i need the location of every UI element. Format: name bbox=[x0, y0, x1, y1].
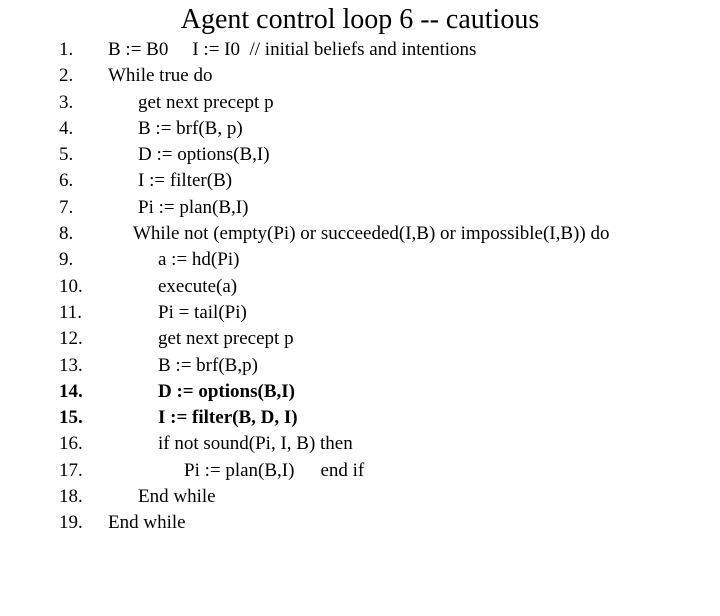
line-number: 2. bbox=[59, 65, 74, 87]
pseudocode-listing bbox=[0, 37, 720, 537]
line-number: 19. bbox=[59, 512, 83, 534]
line-text: While not (empty(Pi) or succeeded(I,B) or impossible(I,B)) do bbox=[133, 223, 610, 245]
line-text: D := options(B,I) bbox=[158, 380, 295, 402]
code-line bbox=[0, 431, 720, 457]
code-line bbox=[0, 300, 720, 326]
line-text-part: Pi := plan(B,I) bbox=[184, 459, 295, 481]
line-number: 15. bbox=[59, 407, 83, 429]
line-text: D := options(B,I) bbox=[138, 144, 270, 166]
line-text-part: end if bbox=[320, 459, 365, 481]
line-number: 10. bbox=[59, 275, 83, 297]
line-text: While true do bbox=[108, 65, 213, 87]
line-text-part: B := B0 bbox=[108, 39, 169, 60]
code-line bbox=[0, 168, 720, 194]
line-text: Pi = tail(Pi) bbox=[158, 301, 247, 323]
code-line bbox=[0, 37, 720, 63]
code-line-highlighted bbox=[0, 379, 720, 405]
line-number: 11. bbox=[59, 301, 83, 323]
line-number: 1. bbox=[59, 39, 74, 60]
code-line-highlighted bbox=[0, 405, 720, 431]
code-line bbox=[0, 484, 720, 510]
code-line bbox=[0, 63, 720, 89]
code-line bbox=[0, 247, 720, 273]
line-text: get next precept p bbox=[138, 91, 274, 113]
code-line bbox=[0, 326, 720, 352]
code-line bbox=[0, 90, 720, 116]
code-line bbox=[0, 195, 720, 221]
line-number: 6. bbox=[59, 170, 74, 192]
line-number: 9. bbox=[59, 249, 74, 271]
line-number: 18. bbox=[59, 486, 83, 508]
line-text bbox=[184, 458, 364, 484]
line-number: 7. bbox=[59, 196, 74, 218]
line-text-part: I := I0 // initial beliefs and intentions bbox=[192, 39, 477, 60]
line-text: Pi := plan(B,I) bbox=[138, 196, 249, 218]
code-line bbox=[0, 458, 720, 484]
code-line bbox=[0, 221, 720, 247]
line-text: I := filter(B, D, I) bbox=[158, 407, 298, 429]
line-text: B := brf(B, p) bbox=[138, 117, 243, 139]
line-text: get next precept p bbox=[158, 328, 294, 350]
line-text: I := filter(B) bbox=[138, 170, 233, 192]
line-number: 13. bbox=[59, 354, 83, 376]
line-number: 3. bbox=[59, 91, 74, 113]
line-number: 16. bbox=[59, 433, 83, 455]
code-line bbox=[0, 116, 720, 142]
line-number: 4. bbox=[59, 117, 74, 139]
line-number: 14. bbox=[59, 380, 83, 402]
line-text: End while bbox=[108, 512, 186, 534]
line-number: 17. bbox=[59, 459, 83, 481]
slide-title: Agent control loop 6 -- cautious bbox=[180, 4, 540, 35]
code-line bbox=[0, 510, 720, 536]
code-line bbox=[0, 142, 720, 168]
line-text: End while bbox=[138, 486, 216, 508]
line-number: 8. bbox=[59, 223, 74, 245]
code-line bbox=[0, 353, 720, 379]
line-number: 12. bbox=[59, 328, 83, 350]
line-text: B := brf(B,p) bbox=[158, 354, 258, 376]
line-text: if not sound(Pi, I, B) then bbox=[158, 433, 353, 455]
line-number: 5. bbox=[59, 144, 74, 166]
line-text bbox=[108, 37, 476, 63]
line-text: execute(a) bbox=[158, 275, 238, 297]
code-line bbox=[0, 274, 720, 300]
line-text: a := hd(Pi) bbox=[158, 249, 240, 271]
